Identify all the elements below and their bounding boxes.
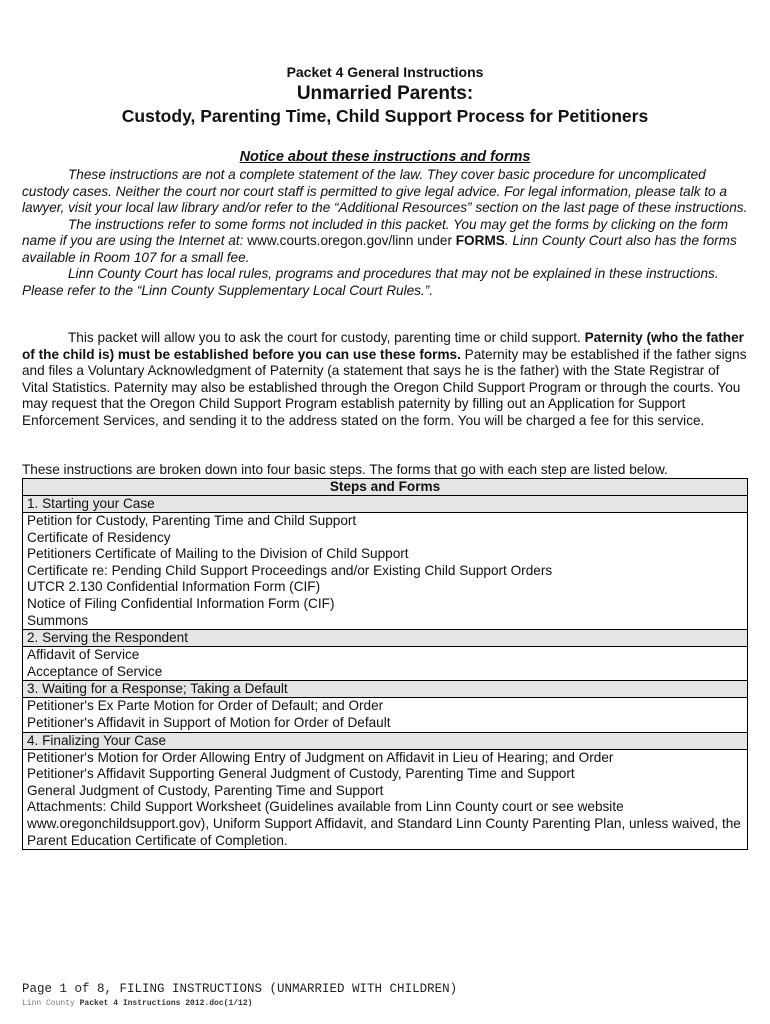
form-item: Acceptance of Service [27,663,163,679]
form-item: General Judgment of Custody, Parenting Time and Support [27,782,384,798]
step-2-title: 2. Serving the Respondent [23,630,748,647]
forms-row [23,513,748,630]
step-row [23,681,748,698]
step-4-forms [23,749,748,850]
step-3-title: 3. Waiting for a Response; Taking a Default [23,681,748,698]
table-header: Steps and Forms [23,479,748,496]
form-item: UTCR 2.130 Confidential Information Form (CIF) [27,579,321,595]
step-row [23,630,748,647]
intro-paternity-bold: Paternity (who the father of the child is) must be established before you can use these forms. [22,330,744,362]
notice-paragraph-3: Linn County Court has local rules, programs and procedures that may not be explained in these instructions. Please refer to the “Linn County Supplementary Local Court Rules.”. [22,266,719,298]
form-item: Certificate of Residency [27,529,171,545]
form-item: Summons [27,612,89,628]
page-title: Unmarried Parents: [296,83,474,104]
notice-paragraph-1: These instructions are not a complete statement of the law. They cover basic procedure for uncomplicated custody cases. Neither the court nor court staff is permitted to give legal advice. For legal information, please talk to a lawyer, visit your local law library and/or refer to the “Additional Resources” section on the last page of these instructions. [22,167,748,215]
form-item: Attachments: Child Support Worksheet (Guidelines available from Linn County court or see website www.oregonchildsupport.gov), Uniform Support Affidavit, and Standard Linn County Parenting Plan, unless waived, the Parent Education Certificate of Completion. [27,799,741,848]
notice-p2-text-a: The instructions refer to some forms not included in this packet. You may get the forms by clicking on the form name if you are using the Internet at: [22,216,729,248]
forms-row [23,749,748,850]
page-subtitle: Custody, Parenting Time, Child Support Process for Petitioners [121,106,649,126]
intro-text-a: This packet will allow you to ask the court for custody, parenting time or child support. [68,330,585,345]
forms-label: FORMS [455,233,505,248]
step-1-title: 1. Starting your Case [23,496,748,513]
step-4-title: 4. Finalizing Your Case [23,732,748,749]
form-item: Petitioner's Affidavit Supporting General Judgment of Custody, Parenting Time and Support [27,766,575,782]
form-item: Notice of Filing Confidential Information Form (CIF) [27,595,335,611]
intro-section [22,330,748,429]
table-header-row [23,479,748,496]
form-item: Petitioners Certificate of Mailing to the Division of Child Support [27,546,409,562]
notice-p2-text-b: under [413,233,456,248]
steps-and-forms-table [22,478,748,850]
notice-section [22,167,748,299]
page-footer: Page 1 of 8, FILING INSTRUCTIONS (UNMARRIED WITH CHILDREN) [22,982,458,996]
notice-heading: Notice about these instructions and forms [239,149,531,165]
form-item: Certificate re: Pending Child Support Proceedings and/or Existing Child Support Orders [27,562,553,578]
packet-label: Packet 4 General Instructions [286,64,484,80]
form-item: Petition for Custody, Parenting Time and Child Support [27,513,357,528]
form-item: Affidavit of Service [27,647,140,663]
file-footer [22,999,252,1008]
intro-text-b: Paternity may be established if the father signs and files a Voluntary Acknowledgment of Paternity (a statement that says he is the father) with the State Registrar of Vital Statistics. Paternity may also be established through the Oregon Child Support Program or through the courts. You may request that the Oregon Child Support Program establish paternity by filling out an Application for Support Enforcement Services, and sending it to the address stated on the form. You will be charged a fee for this service. [22,346,747,428]
notice-paragraph-2 [22,217,748,267]
step-3-forms [23,698,748,732]
form-item: Petitioner's Affidavit in Support of Motion for Order of Default [27,714,391,730]
step-row [23,732,748,749]
courts-url-link[interactable]: www.courts.oregon.gov/linn [247,233,414,248]
forms-row [23,698,748,732]
step-1-forms [23,513,748,630]
form-item: Petitioner's Motion for Order Allowing Entry of Judgment on Affidavit in Lieu of Hearing; and Order [27,749,614,765]
notice-p2-text-c: . Linn County Court also has the forms available in Room 107 for a small fee. [22,233,737,265]
intro-paragraph [22,330,748,429]
footer-filename: Packet 4 Instructions 2012.doc(1/12) [79,999,253,1008]
step-row [23,496,748,513]
steps-lead-text: These instructions are broken down into four basic steps. The forms that go with each step are listed below. [22,462,668,477]
step-2-forms [23,647,748,681]
form-item: Petitioner's Ex Parte Motion for Order of Default; and Order [27,698,384,714]
footer-county: Linn County [22,999,75,1008]
forms-row [23,647,748,681]
